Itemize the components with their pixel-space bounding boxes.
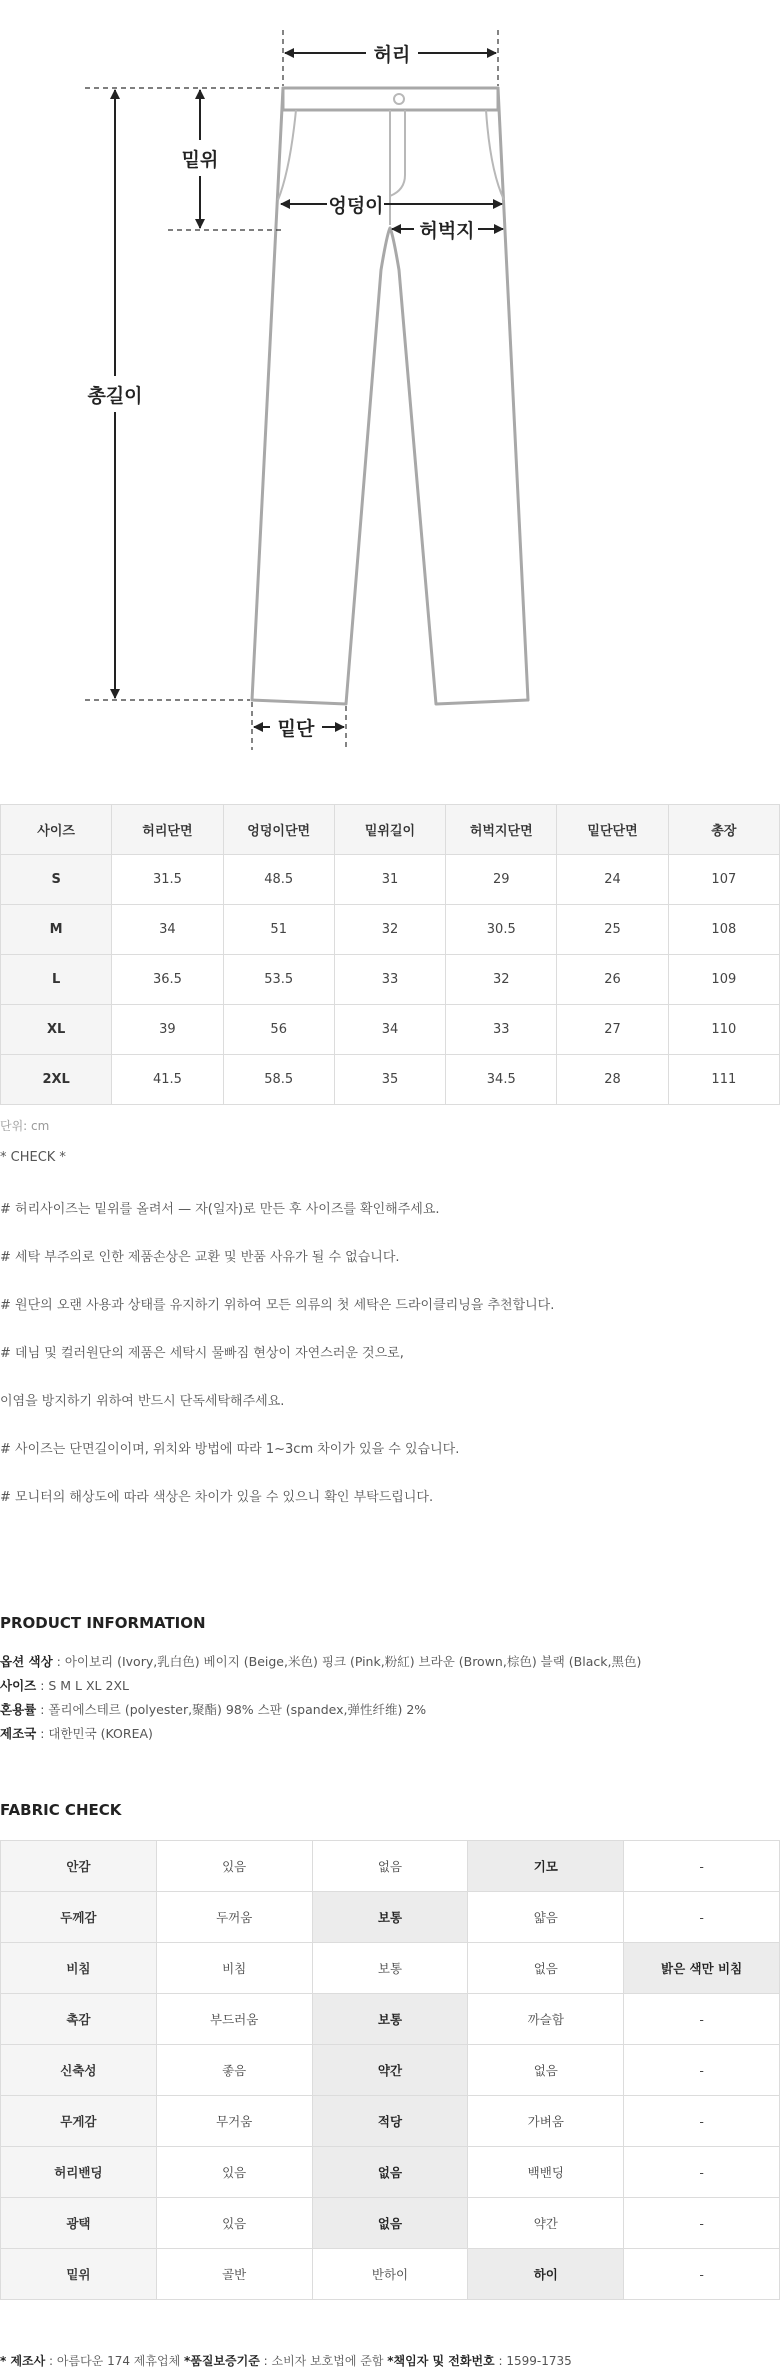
fabric-option: 보통 xyxy=(312,1994,468,2045)
table-cell: 35 xyxy=(334,1055,445,1105)
total-length-label: 총길이 xyxy=(87,385,143,407)
fabric-label: 두께감 xyxy=(1,1892,157,1943)
fabric-option: 무거움 xyxy=(156,2096,312,2147)
info-row-size xyxy=(0,1676,780,1700)
table-row xyxy=(1,855,780,905)
table-cell: 58.5 xyxy=(223,1055,334,1105)
table-cell: 32 xyxy=(334,905,445,955)
table-row xyxy=(1,1055,780,1105)
fabric-option: - xyxy=(624,1892,780,1943)
info-label: 사이즈 xyxy=(0,1678,37,1693)
table-cell: 109 xyxy=(668,955,779,1005)
fabric-label: 밑위 xyxy=(1,2249,157,2300)
footer-info xyxy=(0,2352,780,2369)
table-cell: 24 xyxy=(557,855,668,905)
table-cell: 27 xyxy=(557,1005,668,1055)
table-cell: 32 xyxy=(446,955,557,1005)
note-item: 이염을 방지하기 위하여 반드시 단독세탁해주세요. xyxy=(0,1394,285,1409)
table-cell: 48.5 xyxy=(223,855,334,905)
size-table-header xyxy=(1,805,780,855)
fabric-option: 좋음 xyxy=(156,2045,312,2096)
fabric-option: - xyxy=(624,2198,780,2249)
fabric-option: - xyxy=(624,2045,780,2096)
note-item: # 사이즈는 단면길이이며, 위치와 방법에 따라 1~3cm 차이가 있을 수 있습니다. xyxy=(0,1442,460,1457)
fabric-row xyxy=(1,2147,780,2198)
fabric-option: 하이 xyxy=(468,2249,624,2300)
fabric-option: 없음 xyxy=(312,2147,468,2198)
fabric-check-table xyxy=(0,1840,780,2300)
fabric-option: 있음 xyxy=(156,2147,312,2198)
fabric-option: - xyxy=(624,1994,780,2045)
table-cell: 51 xyxy=(223,905,334,955)
fabric-option: 없음 xyxy=(312,2198,468,2249)
fabric-row xyxy=(1,1892,780,1943)
table-cell: 33 xyxy=(446,1005,557,1055)
fabric-label: 안감 xyxy=(1,1841,157,1892)
fabric-option: 백밴딩 xyxy=(468,2147,624,2198)
fabric-label: 비침 xyxy=(1,1943,157,1994)
product-info xyxy=(0,1652,780,1748)
table-row xyxy=(1,1005,780,1055)
fabric-label: 허리밴딩 xyxy=(1,2147,157,2198)
fabric-option: 반하이 xyxy=(312,2249,468,2300)
fabric-option: 있음 xyxy=(156,1841,312,1892)
table-cell: 36.5 xyxy=(112,955,223,1005)
table-cell: 110 xyxy=(668,1005,779,1055)
info-value: : 대한민국 (KOREA) xyxy=(36,1726,153,1741)
table-cell: 34 xyxy=(334,1005,445,1055)
size-cell: M xyxy=(1,905,112,955)
table-cell: 111 xyxy=(668,1055,779,1105)
notes-section xyxy=(0,1150,780,1534)
fabric-label: 무게감 xyxy=(1,2096,157,2147)
waist-label: 허리 xyxy=(373,44,411,66)
table-cell: 25 xyxy=(557,905,668,955)
fabric-option: 부드러움 xyxy=(156,1994,312,2045)
fabric-option: 적당 xyxy=(312,2096,468,2147)
note-item: # 데님 및 컬러원단의 제품은 세탁시 물빠짐 현상이 자연스러운 것으로, xyxy=(0,1346,404,1361)
fabric-label: 광택 xyxy=(1,2198,157,2249)
fabric-label: 신축성 xyxy=(1,2045,157,2096)
rise-label: 밑위 xyxy=(181,149,219,171)
note-item: # 세탁 부주의로 인한 제품손상은 교환 및 반품 사유가 될 수 없습니다. xyxy=(0,1250,400,1265)
fabric-option: 밝은 색만 비침 xyxy=(624,1943,780,1994)
fabric-row xyxy=(1,2045,780,2096)
fabric-option: 비침 xyxy=(156,1943,312,1994)
header-hip: 엉덩이단면 xyxy=(223,805,334,855)
size-table xyxy=(0,804,780,1105)
size-cell: 2XL xyxy=(1,1055,112,1105)
fabric-option: 두꺼움 xyxy=(156,1892,312,1943)
fabric-option: 약간 xyxy=(312,2045,468,2096)
hip-label: 엉덩이 xyxy=(328,195,384,217)
fabric-option: - xyxy=(624,1841,780,1892)
fabric-option: 없음 xyxy=(468,1943,624,1994)
table-row xyxy=(1,955,780,1005)
note-item: # 허리사이즈는 밑위를 올려서 — 자(일자)로 만든 후 사이즈를 확인해주세요. xyxy=(0,1202,440,1217)
size-cell: S xyxy=(1,855,112,905)
hem-label: 밑단 xyxy=(277,718,315,740)
table-cell: 53.5 xyxy=(223,955,334,1005)
header-size: 사이즈 xyxy=(1,805,112,855)
table-cell: 26 xyxy=(557,955,668,1005)
fabric-option: 얇음 xyxy=(468,1892,624,1943)
header-length: 총장 xyxy=(668,805,779,855)
unit-label: 단위: cm xyxy=(0,1119,50,1133)
fabric-option: 골반 xyxy=(156,2249,312,2300)
check-heading: * CHECK * xyxy=(0,1150,66,1165)
table-cell: 39 xyxy=(112,1005,223,1055)
fabric-option: - xyxy=(624,2147,780,2198)
table-cell: 29 xyxy=(446,855,557,905)
table-cell: 34 xyxy=(112,905,223,955)
product-info-title: PRODUCT INFORMATION xyxy=(0,1614,206,1632)
fabric-option: - xyxy=(624,2096,780,2147)
pants-diagram xyxy=(0,0,780,780)
fabric-check-title: FABRIC CHECK xyxy=(0,1801,122,1819)
info-value: : S M L XL 2XL xyxy=(36,1678,129,1693)
info-row-color xyxy=(0,1652,780,1676)
fabric-option: 가벼움 xyxy=(468,2096,624,2147)
fabric-row xyxy=(1,1841,780,1892)
info-value: : 폴리에스테르 (polyester,聚酯) 98% 스판 (spandex,弹性纤维) 2% xyxy=(36,1702,427,1717)
quality-label: *품질보증기준 xyxy=(184,2354,260,2368)
size-diagram xyxy=(0,0,780,780)
quality-value: : 소비자 보호법에 준함 xyxy=(259,2354,388,2368)
fabric-label: 촉감 xyxy=(1,1994,157,2045)
header-rise: 밑위길이 xyxy=(334,805,445,855)
table-cell: 107 xyxy=(668,855,779,905)
header-thigh: 허벅지단면 xyxy=(446,805,557,855)
table-row xyxy=(1,905,780,955)
info-label: 제조국 xyxy=(0,1726,37,1741)
header-hem: 밑단단면 xyxy=(557,805,668,855)
info-label: 혼용률 xyxy=(0,1702,37,1717)
note-item: # 모니터의 해상도에 따라 색상은 차이가 있을 수 있으니 확인 부탁드립니다. xyxy=(0,1490,434,1505)
info-value: : 아이보리 (Ivory,乳白色) 베이지 (Beige,米色) 핑크 (Pink,粉紅) 브라운 (Brown,棕色) 블랙 (Black,黑色) xyxy=(52,1654,642,1669)
fabric-option: 있음 xyxy=(156,2198,312,2249)
fabric-row xyxy=(1,2096,780,2147)
fabric-option: 약간 xyxy=(468,2198,624,2249)
info-row-origin xyxy=(0,1724,780,1748)
size-cell: L xyxy=(1,955,112,1005)
fabric-row xyxy=(1,2198,780,2249)
table-cell: 31 xyxy=(334,855,445,905)
fabric-option: 보통 xyxy=(312,1943,468,1994)
fabric-option: - xyxy=(624,2249,780,2300)
info-label: 옵션 색상 xyxy=(0,1654,53,1669)
header-waist: 허리단면 xyxy=(112,805,223,855)
table-cell: 30.5 xyxy=(446,905,557,955)
fabric-option: 까슬함 xyxy=(468,1994,624,2045)
table-cell: 28 xyxy=(557,1055,668,1105)
table-cell: 108 xyxy=(668,905,779,955)
fabric-row xyxy=(1,1943,780,1994)
size-cell: XL xyxy=(1,1005,112,1055)
fabric-option: 기모 xyxy=(468,1841,624,1892)
fabric-option: 보통 xyxy=(312,1892,468,1943)
table-cell: 56 xyxy=(223,1005,334,1055)
note-item: # 원단의 오랜 사용과 상태를 유지하기 위하여 모든 의류의 첫 세탁은 드라이클리닝을 추천합니다. xyxy=(0,1298,555,1313)
fabric-option: 없음 xyxy=(312,1841,468,1892)
table-cell: 34.5 xyxy=(446,1055,557,1105)
thigh-label: 허벅지 xyxy=(419,220,475,242)
table-cell: 33 xyxy=(334,955,445,1005)
table-cell: 31.5 xyxy=(112,855,223,905)
manufacturer-label: * 제조사 xyxy=(0,2354,46,2368)
info-row-material xyxy=(0,1700,780,1724)
fabric-row xyxy=(1,1994,780,2045)
manufacturer-value: : 아름다운 174 제휴업체 xyxy=(45,2354,184,2368)
contact-label: *책임자 및 전화번호 xyxy=(387,2354,495,2368)
fabric-option: 없음 xyxy=(468,2045,624,2096)
contact-value: : 1599-1735 xyxy=(494,2354,572,2368)
fabric-row xyxy=(1,2249,780,2300)
table-cell: 41.5 xyxy=(112,1055,223,1105)
